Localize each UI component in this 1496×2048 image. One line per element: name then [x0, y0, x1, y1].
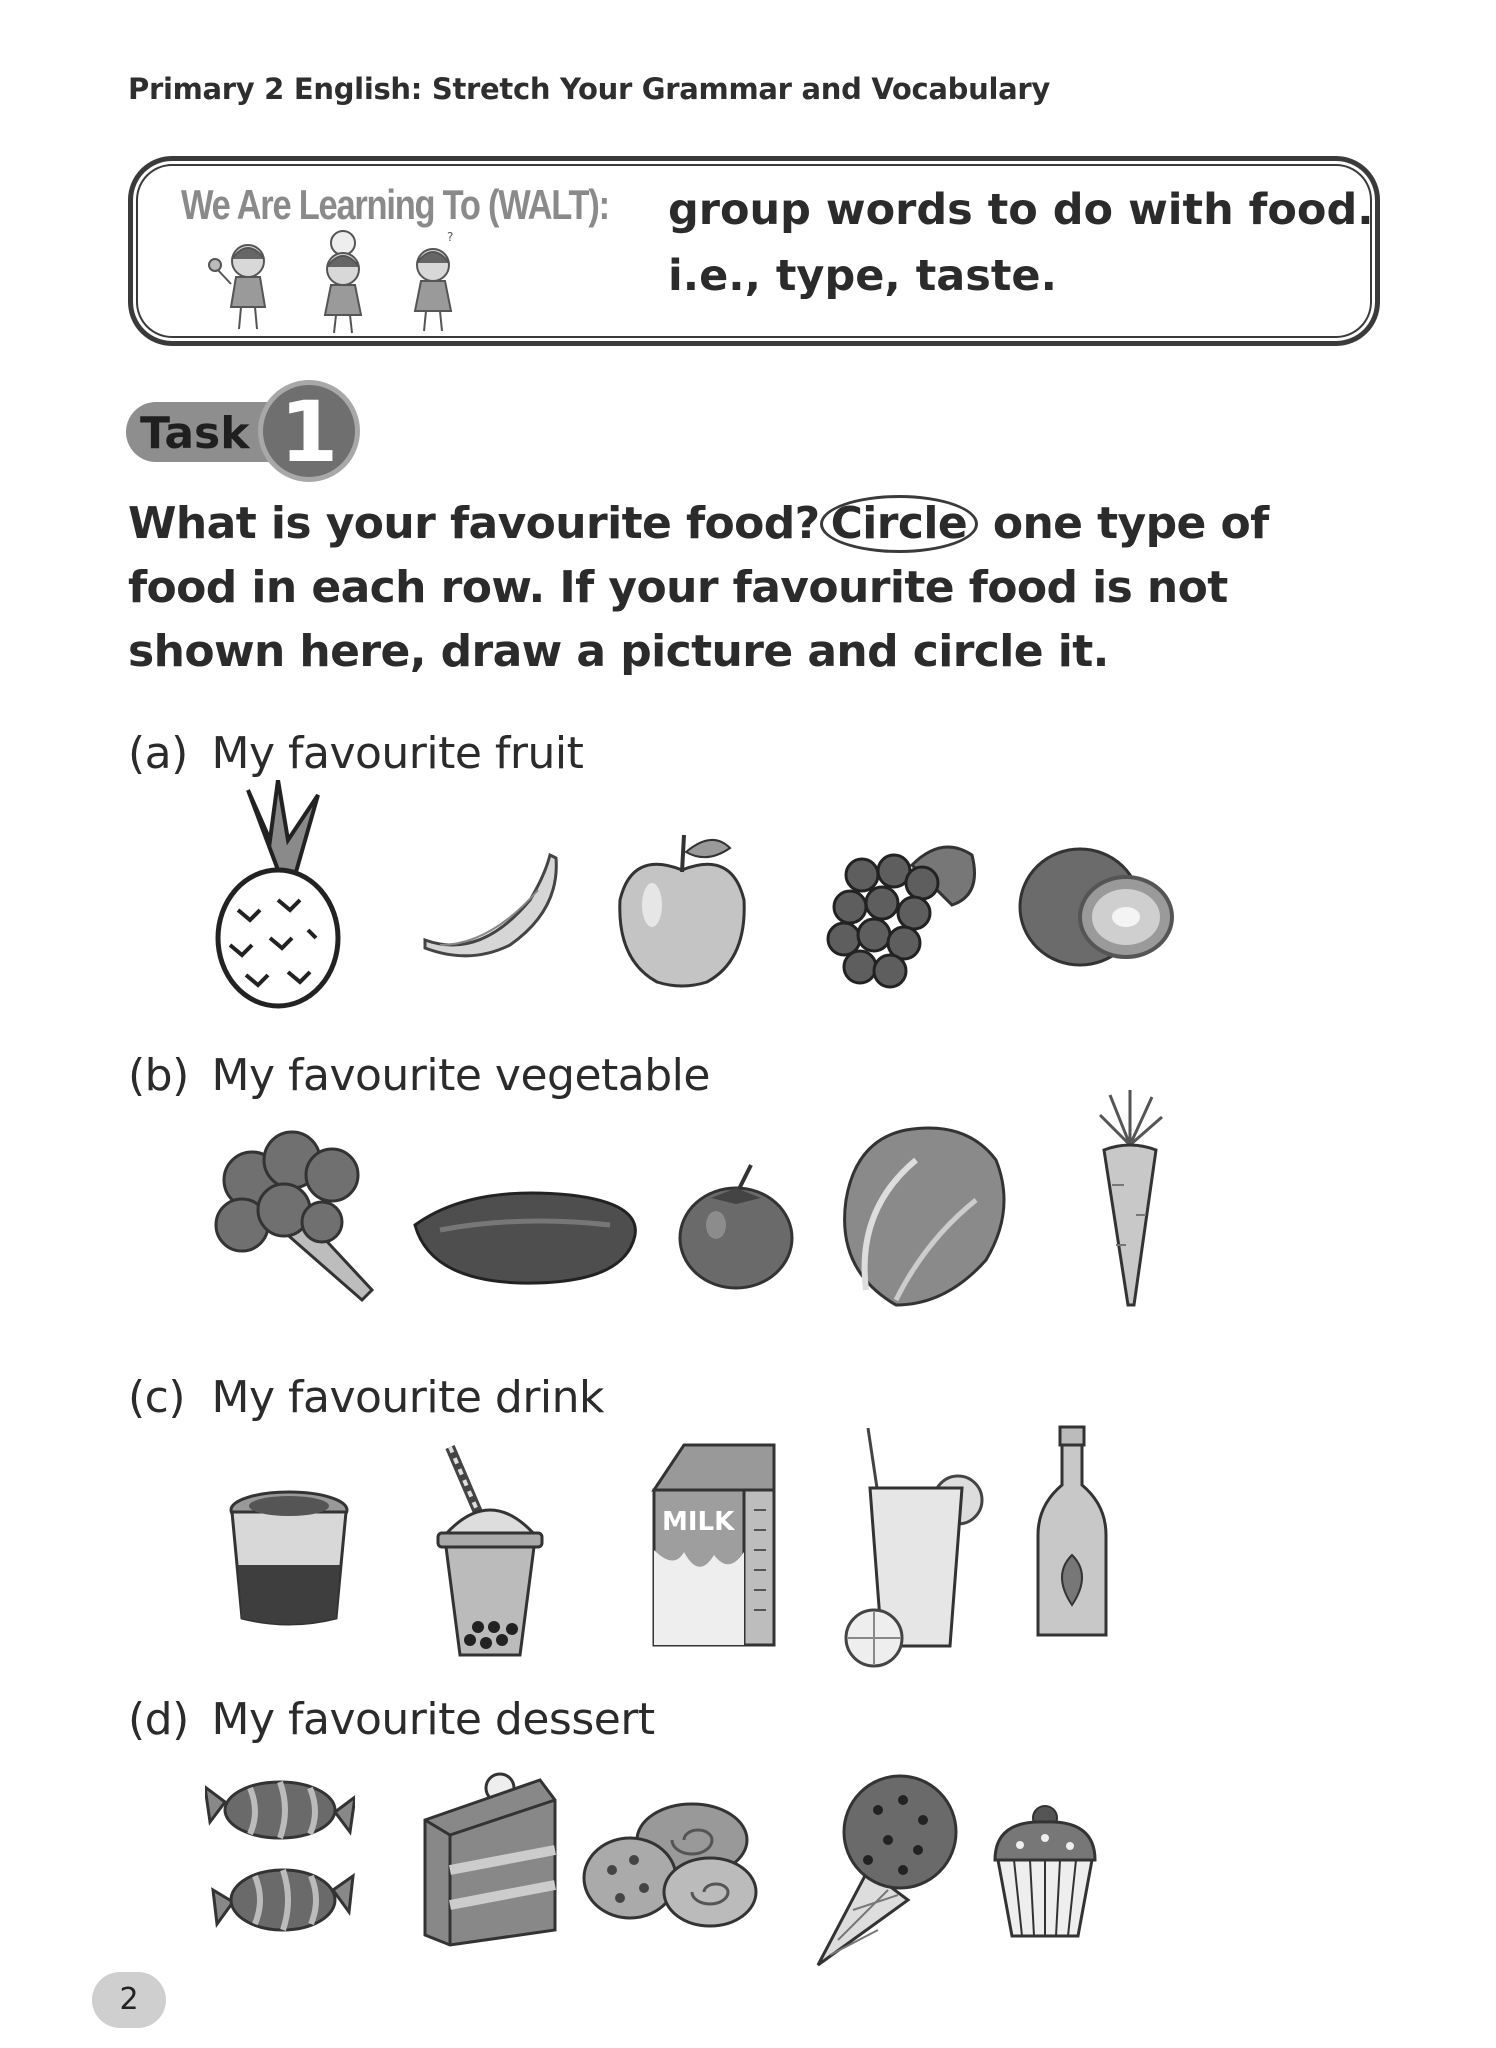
- walt-box: [128, 156, 1380, 346]
- ice-cream-icon[interactable]: [808, 1770, 958, 1970]
- lettuce-icon[interactable]: [836, 1120, 1016, 1310]
- row-tag: (b): [128, 1050, 189, 1101]
- row-tag: (d): [128, 1694, 189, 1745]
- page-number: 2: [92, 1972, 166, 2028]
- row-tag: (a): [128, 728, 188, 779]
- instructions-part-2: one type of food in each row. If your favourite food is not shown here, draw a picture and circle it.: [128, 498, 1269, 677]
- task-number-circle: [258, 380, 360, 482]
- bubble-tea-icon[interactable]: [430, 1445, 550, 1665]
- walt-objective: [668, 177, 1374, 309]
- banana-icon[interactable]: [420, 850, 560, 960]
- row-title: My favourite drink: [211, 1372, 605, 1423]
- row-title: My favourite dessert: [211, 1694, 655, 1745]
- book-title: Primary 2 English: Stretch Your Grammar and Vocabulary: [128, 72, 1050, 106]
- kiwi-icon[interactable]: [1018, 845, 1178, 975]
- svg-text:?: ?: [447, 230, 454, 244]
- bottle-icon[interactable]: [1032, 1425, 1112, 1640]
- row-label-dessert: [128, 1694, 655, 1745]
- task-word: Task: [140, 408, 250, 459]
- walt-line-2: i.e., type, taste.: [668, 251, 1057, 301]
- children-illustration: [203, 229, 493, 339]
- milk-carton-icon[interactable]: [644, 1440, 784, 1650]
- cake-slice-icon[interactable]: [420, 1760, 560, 1950]
- broccoli-icon[interactable]: [212, 1130, 382, 1305]
- cucumber-icon[interactable]: [410, 1185, 640, 1290]
- circled-word: Circle: [820, 495, 978, 553]
- milk-carton-label: MILK: [662, 1507, 735, 1537]
- lemonade-icon[interactable]: [840, 1428, 990, 1668]
- walt-label: We Are Learning To (WALT):: [181, 181, 609, 228]
- task-number: 1: [279, 383, 339, 481]
- pineapple-icon[interactable]: [208, 780, 348, 1010]
- row-label-vegetable: [128, 1050, 710, 1101]
- task-instructions: [128, 492, 1388, 684]
- row-label-fruit: [128, 728, 583, 779]
- apple-icon[interactable]: [612, 830, 752, 990]
- carrot-icon[interactable]: [1090, 1085, 1170, 1310]
- coffee-cup-icon[interactable]: [224, 1490, 354, 1630]
- grapes-icon[interactable]: [822, 835, 982, 990]
- candies-icon[interactable]: [205, 1772, 355, 1952]
- instructions-part-1: What is your favourite food?: [128, 498, 820, 549]
- walt-line-1: group words to do with food.: [668, 185, 1374, 235]
- cupcake-icon[interactable]: [990, 1800, 1100, 1940]
- pastries-icon[interactable]: [582, 1800, 762, 1930]
- row-title: My favourite fruit: [211, 728, 584, 779]
- row-title: My favourite vegetable: [211, 1050, 710, 1101]
- task-badge: [126, 380, 371, 485]
- tomato-icon[interactable]: [676, 1160, 796, 1290]
- row-label-drink: [128, 1372, 604, 1423]
- row-tag: (c): [128, 1372, 186, 1423]
